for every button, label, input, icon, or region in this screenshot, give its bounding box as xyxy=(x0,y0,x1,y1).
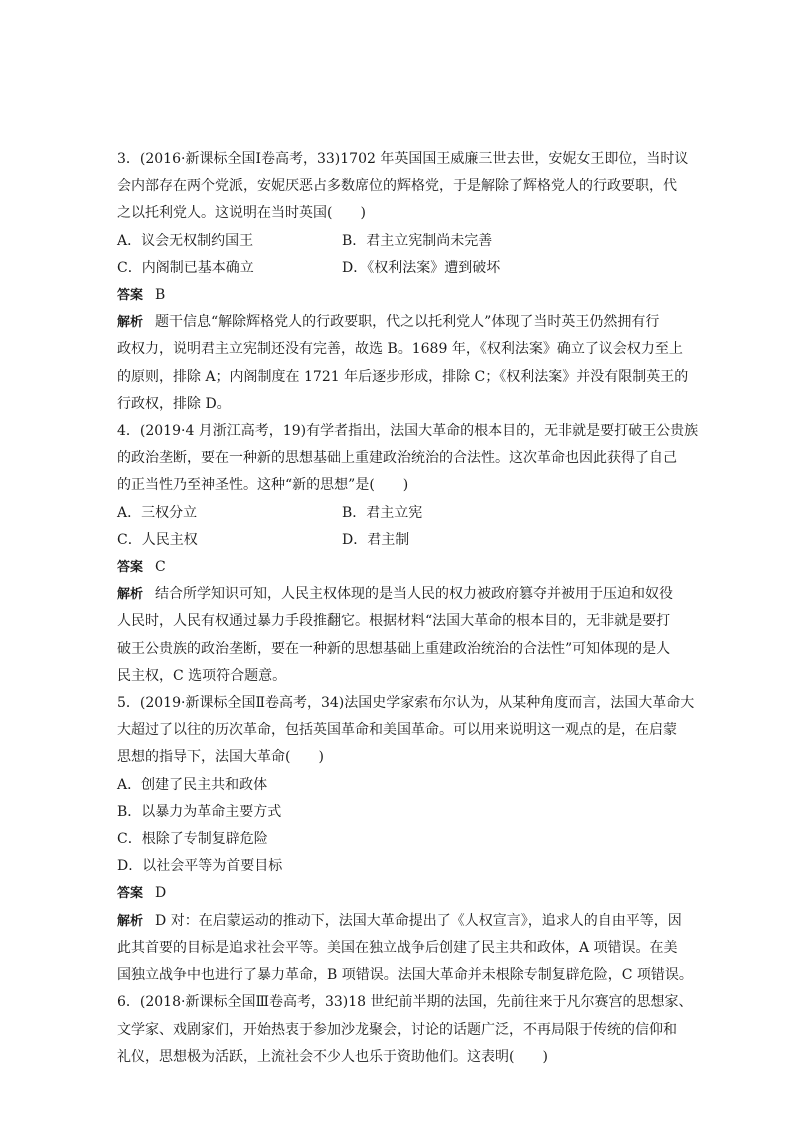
explanation-text: 结合所学知识可知，人民主权体现的是当人民的权力被政府篡夺并被用于压迫和奴役 xyxy=(155,586,674,603)
question-block xyxy=(117,146,697,418)
answer-value: C xyxy=(155,559,166,576)
answer-value: B xyxy=(155,287,166,304)
option-row xyxy=(117,853,697,880)
answer-value: D xyxy=(155,885,167,902)
question-text-line: 6．(2018·新课标全国Ⅲ卷高考，33)18 世纪前半期的法国，先前往来于凡尔赛宫的思想家、 xyxy=(117,994,693,1011)
explanation-label: 解析 xyxy=(117,315,144,331)
answer-option: D．君主制 xyxy=(342,531,410,548)
option-row xyxy=(117,255,697,282)
answer-option: A．议会无权制约国王 xyxy=(117,232,254,249)
explanation-line xyxy=(117,935,697,962)
option-row xyxy=(117,500,697,527)
question-block xyxy=(117,690,697,989)
answer-line xyxy=(117,554,697,581)
question-text-line: 会内部存在两个党派，安妮厌恶占多数席位的辉格党，于是解除了辉格党人的行政要职，代 xyxy=(117,178,677,195)
answer-option: D．《权利法案》遭到破坏 xyxy=(342,259,501,276)
question-list xyxy=(117,146,697,1071)
question-text-line: 4．(2019·4 月浙江高考，19)有学者指出，法国大革命的根本目的，无非就是要打破王公贵族 xyxy=(117,423,699,440)
answer-option: A．三权分立 xyxy=(117,504,198,521)
explanation-line xyxy=(117,336,697,363)
explanation-line xyxy=(117,309,697,336)
explanation-line xyxy=(117,581,697,608)
question-text-line: 3．(2016·新课标全国Ⅰ卷高考，33)1702 年英国国王威廉三世去世，安妮女王即位，当时议 xyxy=(117,151,689,167)
answer-label: 答案 xyxy=(117,886,144,902)
explanation-text: D 对：在启蒙运动的推动下，法国大革命提出了《人权宣言》，追求人的自由平等，因 xyxy=(155,912,682,929)
explanation-text: 人民时，人民有权通过暴力手段推翻它。根据材料“法国大革命的根本目的，无非就是要打 xyxy=(117,613,671,630)
answer-option: B．以暴力为革命主要方式 xyxy=(117,803,282,820)
option-row xyxy=(117,228,697,255)
explanation-line xyxy=(117,391,697,418)
question-text-line: 文学家、戏剧家们，开始热衷于参加沙龙聚会，讨论的话题广泛，不再局限于传统的信仰和 xyxy=(117,1021,677,1038)
answer-option: A．创建了民主共和政体 xyxy=(117,776,268,793)
option-row xyxy=(117,799,697,826)
explanation-label: 解析 xyxy=(117,913,144,929)
explanation-text: 此其首要的目标是追求社会平等。美国在独立战争后创建了民主共和政体，A 项错误。在美 xyxy=(117,939,678,956)
explanation-line xyxy=(117,908,697,935)
question-text-line: 5．(2019·新课标全国Ⅱ卷高考，34)法国史学家索布尔认为，从某种角度而言，法国大革命大 xyxy=(117,695,695,712)
question-block xyxy=(117,989,697,1071)
question-text-line: 之以托利党人。这说明在当时英国( ) xyxy=(117,205,366,222)
explanation-line xyxy=(117,962,697,989)
answer-option: C．内阁制已基本确立 xyxy=(117,259,254,276)
answer-label: 答案 xyxy=(117,560,144,576)
answer-option: C．人民主权 xyxy=(117,531,198,548)
option-row xyxy=(117,527,697,554)
explanation-line xyxy=(117,364,697,391)
option-row xyxy=(117,772,697,799)
answer-line xyxy=(117,282,697,309)
explanation-text: 的原则，排除 A；内阁制度在 1721 年后逐步形成，排除 C；《权利法案》并没有限制英王的 xyxy=(117,368,689,385)
explanation-label: 解析 xyxy=(117,587,144,603)
answer-option: B．君主立宪制尚未完善 xyxy=(342,232,493,249)
explanation-text: 政权力，说明君主立宪制还没有完善，故选 B。1689 年，《权利法案》确立了议会权力至上 xyxy=(117,341,683,358)
answer-label: 答案 xyxy=(117,288,144,304)
question-text-line: 的政治垄断，要在一种新的思想基础上重建政治统治的合法性。这次革命也因此获得了自己 xyxy=(117,450,677,467)
explanation-line xyxy=(117,663,697,690)
explanation-text: 题干信息“解除辉格党人的行政要职，代之以托利党人”体现了当时英王仍然拥有行 xyxy=(155,314,660,331)
option-row xyxy=(117,826,697,853)
explanation-line xyxy=(117,608,697,635)
explanation-text: 国独立战争中也进行了暴力革命，B 项错误。法国大革命并未根除专制复辟危险，C 项错误。 xyxy=(117,967,693,984)
answer-option: B．君主立宪 xyxy=(342,504,423,521)
question-text-line: 大超过了以往的历次革命，包括英国革命和美国革命。可以用来说明这一观点的是，在启蒙 xyxy=(117,722,677,739)
question-block xyxy=(117,418,697,690)
question-text-line: 的正当性乃至神圣性。这种“新的思想”是( ) xyxy=(117,477,409,494)
explanation-text: 行政权，排除 D。 xyxy=(117,395,231,412)
answer-line xyxy=(117,880,697,907)
question-text-line: 思想的指导下，法国大革命( ) xyxy=(117,749,324,766)
explanation-text: 破王公贵族的政治垄断，要在一种新的思想基础上重建政治统治的合法性”可知体现的是人 xyxy=(117,640,671,657)
explanation-text: 民主权，C 选项符合题意。 xyxy=(117,667,287,684)
question-text-line: 礼仪，思想极为活跃，上流社会不少人也乐于资助他们。这表明( ) xyxy=(117,1048,548,1065)
answer-option: D．以社会平等为首要目标 xyxy=(117,858,283,875)
explanation-line xyxy=(117,636,697,663)
answer-option: C．根除了专制复辟危险 xyxy=(117,831,268,848)
